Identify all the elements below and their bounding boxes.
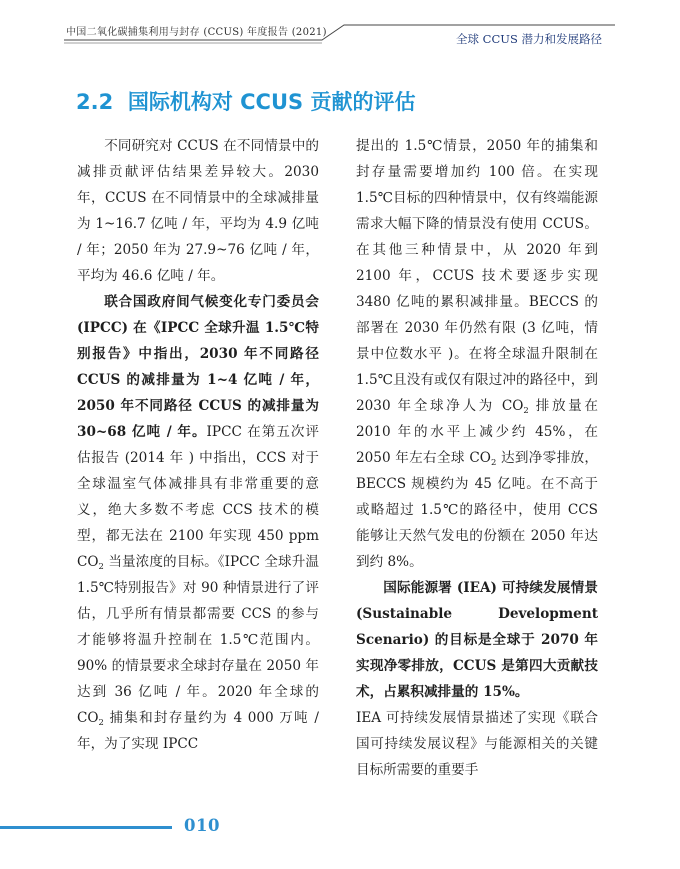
chapter-title-header: 全球 CCUS 潜力和发展路径	[456, 32, 602, 46]
co2-subscript: 2	[523, 404, 529, 415]
co2-subscript: 2	[490, 456, 497, 467]
section-title-text: 国际机构对 CCUS 贡献的评估	[127, 90, 416, 114]
paragraph-iea: IEA 可持续发展情景描述了实现《联合国可持续发展议程》与能源相关的关键目标所需要的重要手	[356, 710, 598, 778]
paragraph-ipcc-continued	[356, 133, 598, 575]
left-column	[77, 133, 319, 757]
ipcc-cont-text-b: 排放量在 2010 年的水平上减少约 45%，在 2050 年左右全球 CO	[356, 398, 598, 466]
ipcc-text-b: 当量浓度的目标。《IPCC 全球升温 1.5℃特别报告》对 90 种情景进行了评估，几乎所有情景都需要 CCS 的参与才能够将温升控制在 1.5℃范围内。90% 的情景要求全球封存量在 2050 年达到 36 亿吨 / 年。2020 年全球的 CO	[77, 554, 319, 726]
section-heading	[76, 86, 415, 116]
footer-rule	[0, 826, 172, 829]
iea-highlight: 国际能源署 (IEA) 可持续发展情景 (Sustainable Development Scenario) 的目标是全球于 2070 年实现净零排放，CCUS 是第四大贡献技术，占累积减排量的 15%。	[356, 580, 598, 700]
ipcc-text-c: 捕集和封存量约为 4 000 万吨 / 年，为了实现 IPCC	[77, 710, 319, 752]
section-number: 2.2	[76, 90, 114, 114]
ipcc-highlight: 联合国政府间气候变化专门委员会 (IPCC) 在《IPCC 全球升温 1.5℃特别报告》中指出，2030 年不同路径 CCUS 的减排量为 1~4 亿吨 / 年，2050 年不同路径 CCUS 的减排量为 30~68 亿吨 / 年。	[77, 294, 319, 440]
paragraph-ipcc	[77, 289, 319, 757]
co2-subscript: 2	[98, 716, 104, 727]
co2-subscript: 2	[98, 560, 104, 571]
paragraph-ccus-estimates: 不同研究对 CCUS 在不同情景中的减排贡献评估结果差异较大。2030 年，CCUS 在不同情景中的全球减排量为 1~16.7 亿吨 / 年，平均为 4.9 亿吨 / 年；2050 年为 27.9~76 亿吨 / 年，平均为 46.6 亿吨 / 年。	[77, 138, 319, 284]
report-title-header: 中国二氧化碳捕集利用与封存 (CCUS) 年度报告 (2021)	[66, 27, 327, 38]
ipcc-cont-text-a: 提出的 1.5℃情景，2050 年的捕集和封存量需要增加约 100 倍。在实现 1.5℃目标的四种情景中，仅有终端能源需求大幅下降的情景没有使用 CCUS。在其他三种情景中，从 2020 年到 2100 年，CCUS 技术要逐步实现 3480 亿吨的累积减排量。BECCS 的部署在 2030 年仍然有限 (3 亿吨，情景中位数水平 )。在将全球温升限制在 1.5℃且没有或仅有限过冲的路径中，到 2030 年全球净人为 CO	[356, 138, 598, 414]
page-number: 010	[184, 816, 220, 835]
ipcc-text-a: IPCC 在第五次评估报告 (2014 年 ) 中指出，CCS 对于全球温室气体减排具有非常重要的意义，绝大多数不考虑 CCS 技术的模型，都无法在 2100 年实现 450 ppm CO	[77, 424, 319, 570]
right-column	[356, 133, 598, 783]
ipcc-cont-text-c: 达到净零排放，BECCS 规模约为 45 亿吨。在不高于或略超过 1.5℃的路径中，使用 CCS 能够让天然气发电的份额在 2050 年达到约 8%。	[356, 450, 598, 570]
